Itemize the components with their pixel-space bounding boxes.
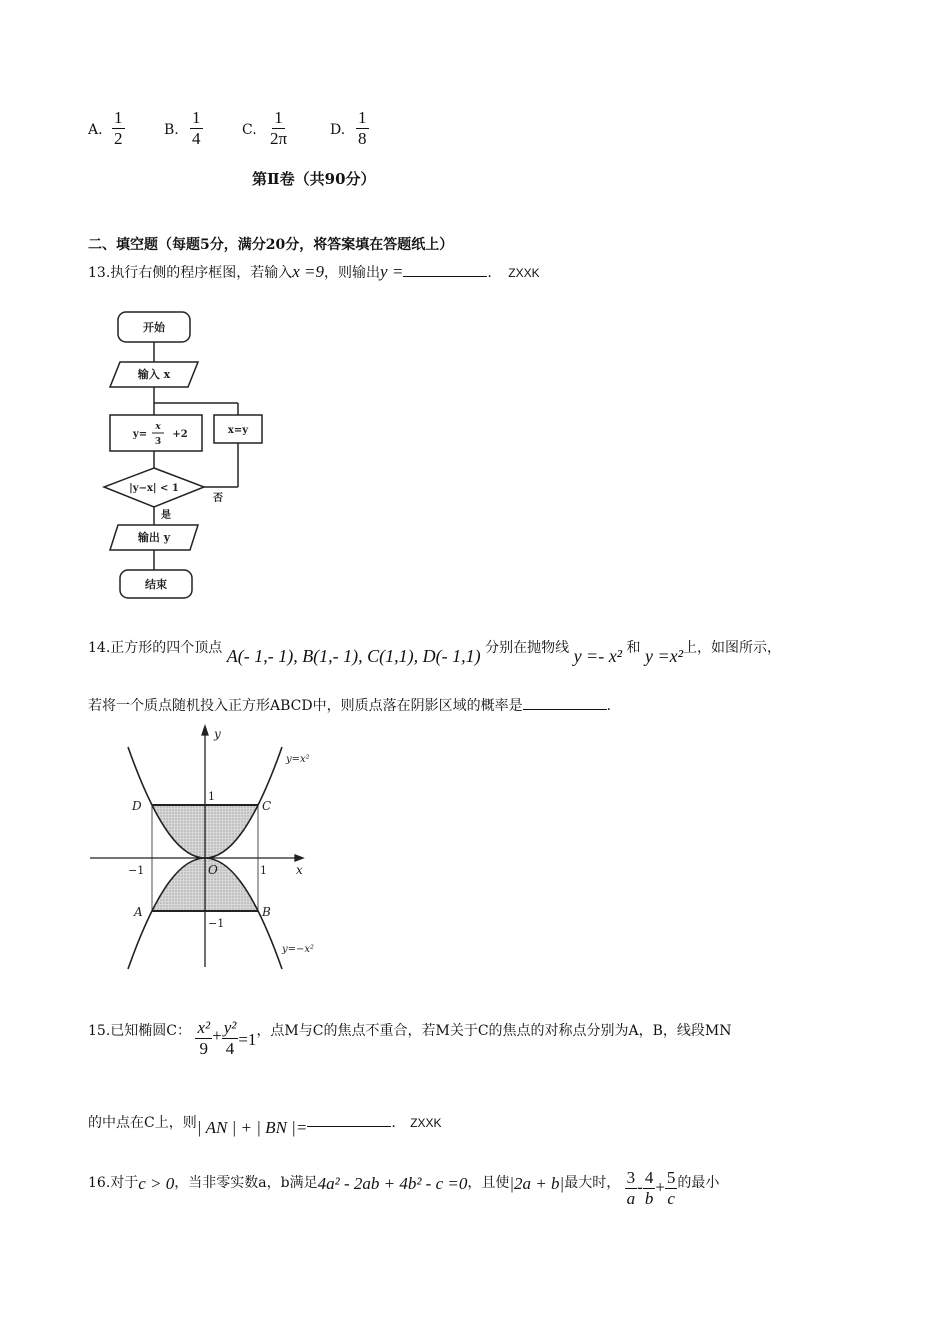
answer-blank[interactable]	[403, 262, 487, 277]
question-14-line2: 若将一个质点随机投入正方形ABCD中，则质点落在阴影区域的概率是 .	[88, 695, 611, 715]
origin-label: O	[208, 863, 218, 877]
end-label: 结束	[145, 578, 167, 591]
yes-label: 是	[161, 510, 171, 521]
q13-text: 13.执行右侧的程序框图，若输入	[88, 265, 293, 281]
question-15: 15.已知椭圆C： $\frac{\text{x²}}{9}$ + $\frac{\text{y²}}{4}$ =1，点M与C的焦点不重合，若M关于C的焦点的对称点分别为A，B，线段MN	[88, 1018, 732, 1058]
process-rhs: +2	[172, 429, 188, 440]
question-14: 14.正方形的四个顶点 A(- 1,- 1), B(1,- 1), C(1,1), D(- 1,1) 分别在抛物线 y =- x² 和 y =x²上，如图所示，	[88, 640, 782, 666]
q16-frac-3a: $\frac{3}{a}$	[626, 1168, 636, 1208]
y-axis-label: y	[214, 727, 221, 741]
tick-y-neg1: −1	[208, 917, 225, 930]
curve-down-label: y=−x²	[282, 944, 315, 955]
flowchart	[96, 305, 286, 605]
parabola-graph	[88, 722, 338, 972]
svg-text:x: x	[155, 422, 161, 432]
q14-vertices: A(- 1,- 1), B(1,- 1), C(1,1), D(- 1,1)	[226, 646, 481, 666]
watermark: ZXXK	[508, 266, 540, 280]
answer-blank[interactable]	[523, 695, 607, 710]
q15-frac-x: $\frac{\text{x²}}{9}$	[197, 1018, 211, 1058]
no-label: 否	[213, 493, 223, 504]
watermark: ZXXK	[410, 1116, 442, 1130]
output-label: 输出 y	[137, 531, 171, 544]
vertex-a-label: A	[134, 905, 143, 919]
option-d-label: D.	[330, 122, 346, 138]
vertex-c-label: C	[262, 799, 272, 813]
vertex-b-label: B	[262, 905, 271, 919]
q16-equation: 4a² - 2ab + 4b² - c =0	[317, 1173, 468, 1193]
q15-frac-y: $\frac{\text{y²}}{4}$	[223, 1018, 237, 1058]
question-16: 16.对于c > 0，当非零实数a，b满足4a² - 2ab + 4b² - c =0，且使|2a + b|最大时， $\frac{3}{a}$ - $\frac{4}{b}$ + $\frac{5}{c}$ 的最小	[88, 1168, 720, 1208]
curve-up-label: y=x²	[286, 754, 310, 765]
answer-blank[interactable]	[307, 1112, 391, 1127]
tick-x-neg1: −1	[128, 864, 145, 877]
q16-condition: c > 0	[138, 1173, 175, 1193]
q13-output-expr: y =	[380, 262, 404, 281]
q14-curve2: y =x²	[644, 646, 684, 666]
tick-y-1: 1	[208, 790, 215, 803]
section-heading: 二、填空题（每题5分，满分20分，将答案填在答题纸上）	[88, 237, 454, 253]
option-b-label: B.	[164, 122, 179, 138]
decision-label: |y−x| < 1	[129, 483, 179, 494]
assign-label: x=y	[227, 425, 249, 436]
start-label: 开始	[143, 321, 165, 334]
option-b-fraction: $\frac{1}{4}$	[192, 108, 201, 148]
q16-abs-expr: |2a + b|	[509, 1173, 565, 1193]
input-label: 输入 x	[137, 368, 171, 381]
question-13: 13.执行右侧的程序框图，若输入x =9，则输出y = . ZXXK	[88, 262, 540, 281]
option-a-fraction: $\frac{1}{2}$	[114, 108, 123, 148]
option-c-label: C.	[242, 122, 257, 138]
option-c-fraction: $\frac{1}{2\pi}$	[270, 108, 288, 148]
q16-frac-5c: $\frac{5}{c}$	[666, 1168, 676, 1208]
q16-frac-4b: $\frac{4}{b}$	[644, 1168, 654, 1208]
part2-title: 第Ⅱ卷（共90分）	[252, 170, 376, 188]
tick-x-1: 1	[260, 864, 267, 877]
x-axis-label: x	[296, 863, 303, 877]
process-lhs: y=	[132, 429, 148, 440]
option-d-fraction: $\frac{1}{8}$	[358, 108, 367, 148]
q13-input-expr: x =9	[292, 262, 325, 281]
q15-expr: | AN | + | BN |=	[196, 1118, 308, 1137]
vertex-d-label: D	[132, 799, 142, 813]
svg-text:3: 3	[154, 437, 162, 447]
q14-curve1: y =- x²	[573, 646, 623, 666]
option-a-label: A.	[88, 122, 103, 138]
question-15-line2: 的中点在C上，则| AN | + | BN |= . ZXXK	[88, 1112, 442, 1132]
